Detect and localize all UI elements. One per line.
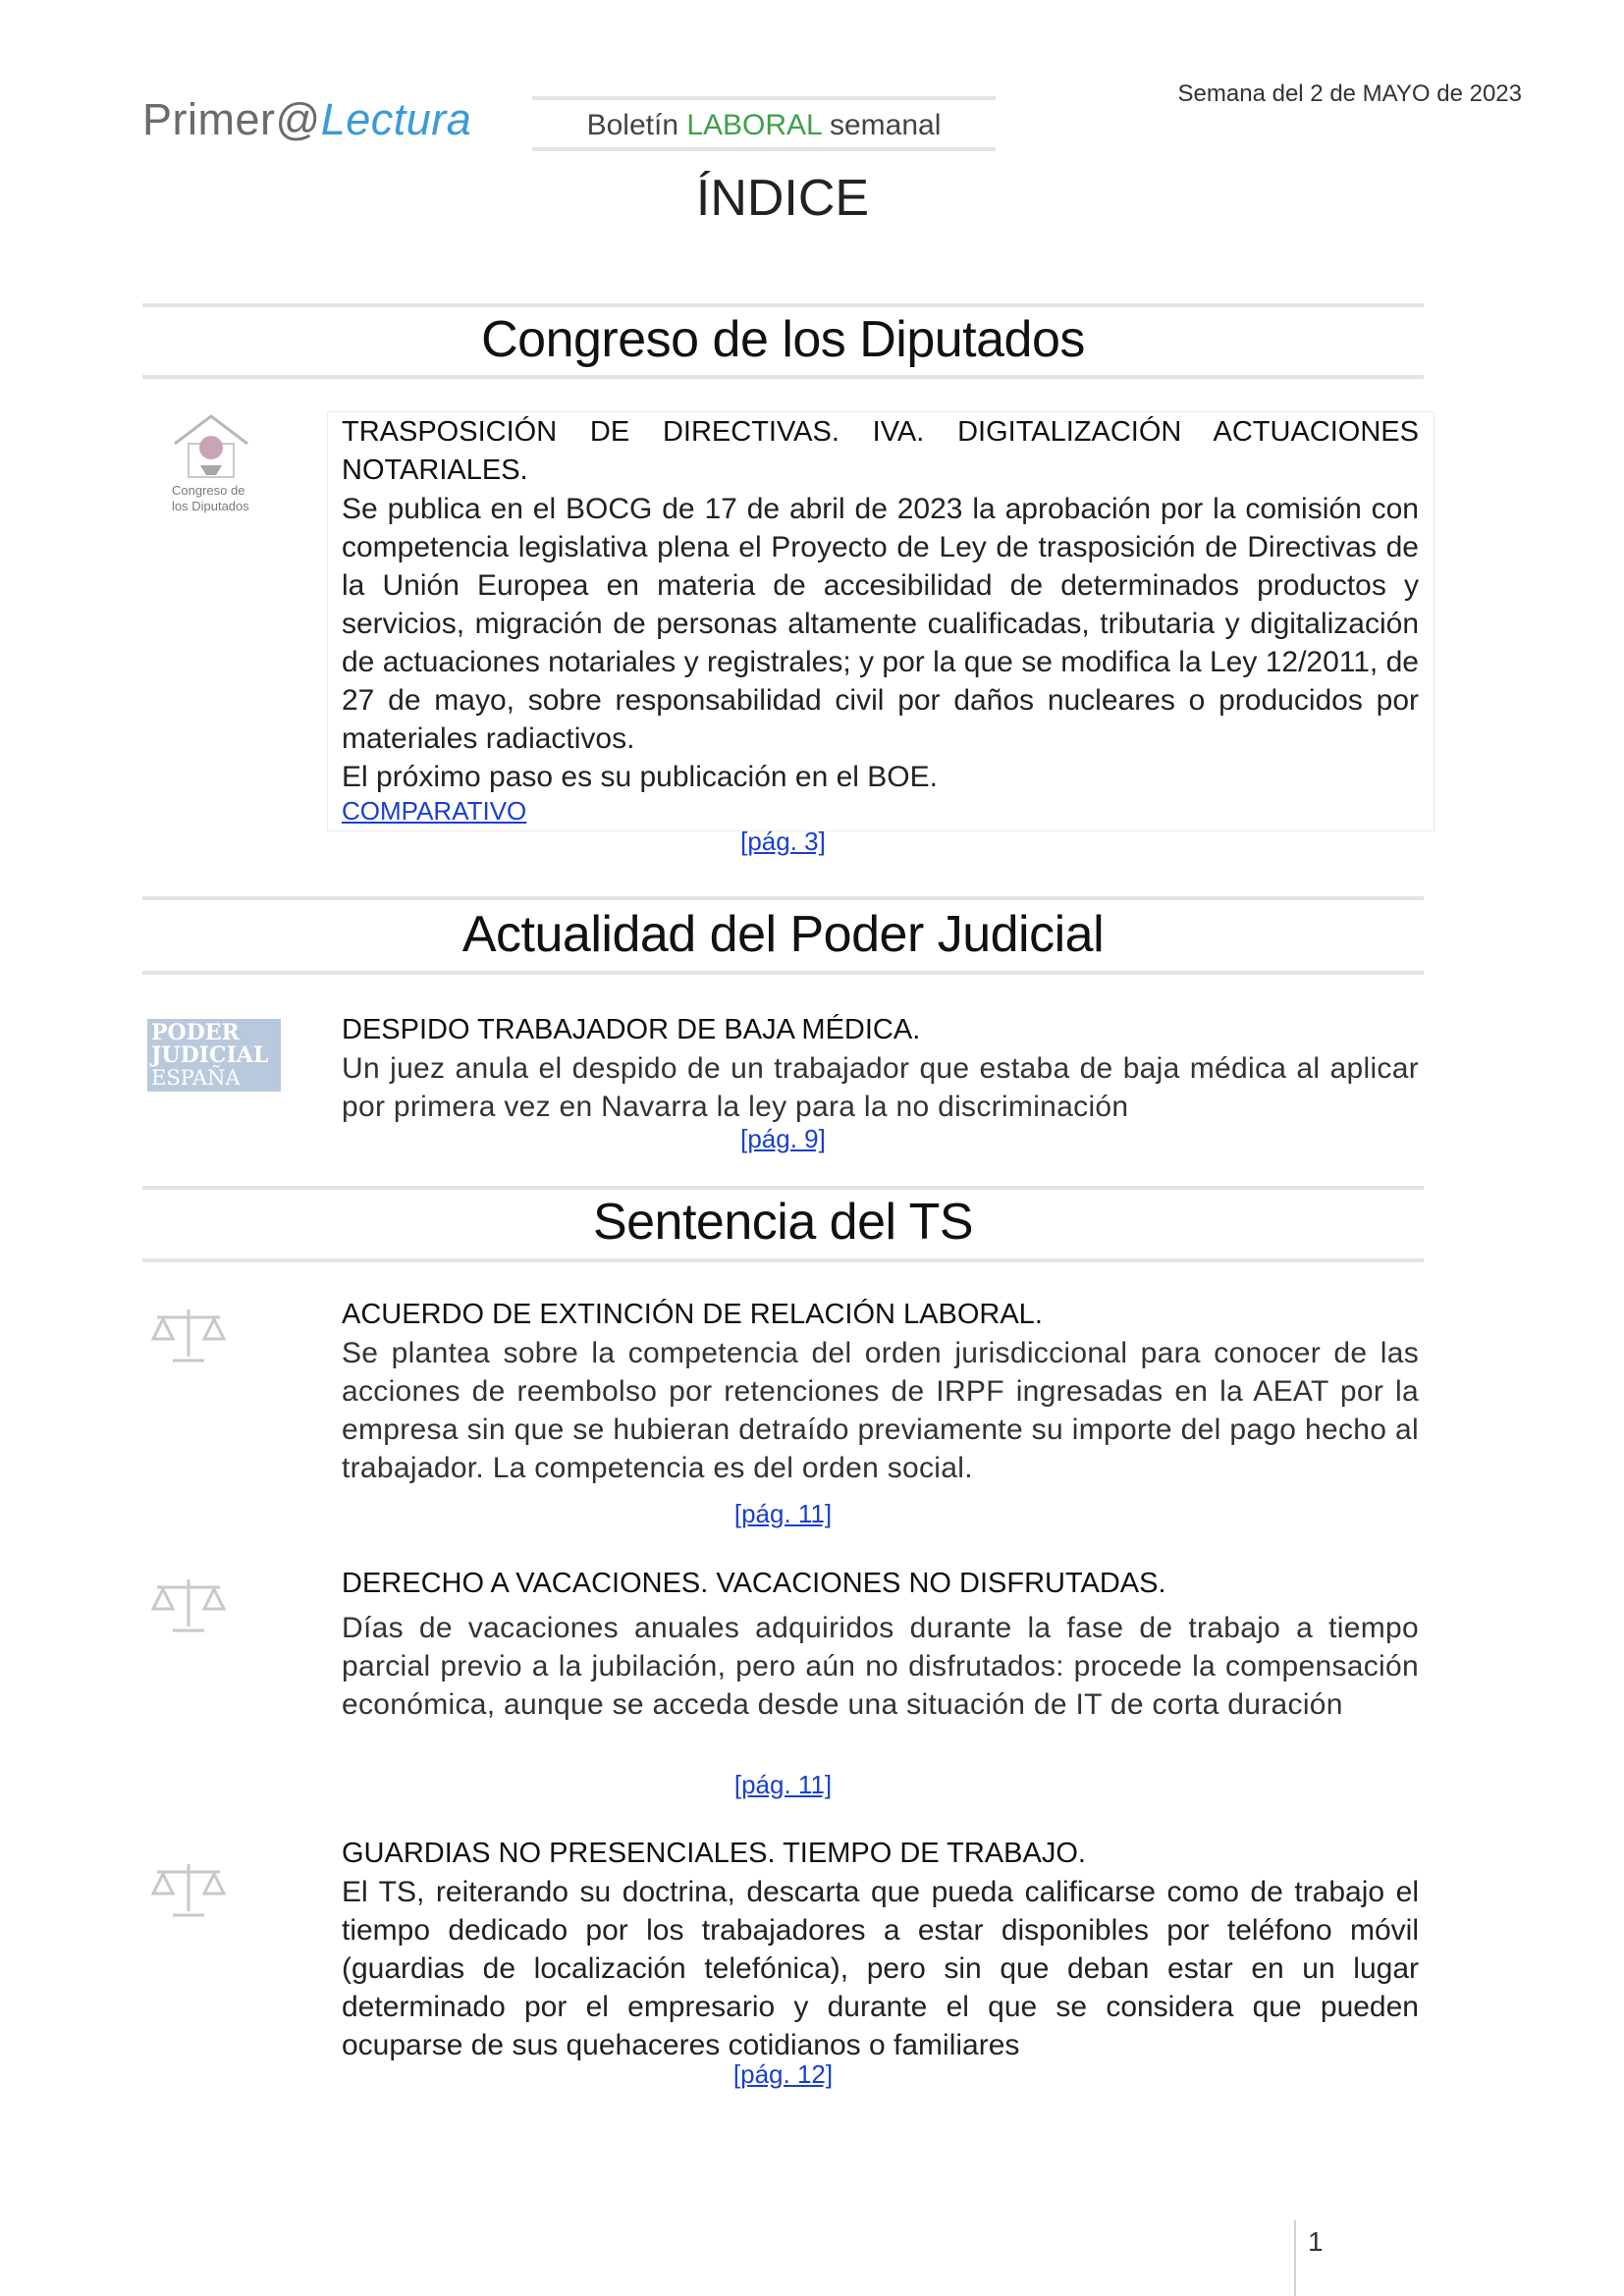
scales-of-justice-icon	[149, 1860, 228, 1919]
page-number: 1	[1308, 2226, 1324, 2257]
entry-title: ACUERDO DE EXTINCIÓN DE RELACIÓN LABORAL.	[342, 1299, 1043, 1330]
entry-body: Un juez anula el despido de un trabajador que estaba de baja médica al aplicar por primera vez en Navarra la ley para la no discriminación	[342, 1052, 1419, 1123]
entry-title: GUARDIAS NO PRESENCIALES. TIEMPO DE TRABAJO.	[342, 1838, 1086, 1869]
section-title-poder-judicial: Actualidad del Poder Judicial	[461, 906, 1105, 963]
comparativo-link[interactable]: COMPARATIVO	[342, 796, 527, 826]
entry-title: TRASPOSICIÓN DE DIRECTIVAS. IVA. DIGITALIZACIÓN ACTUACIONES NOTARIALES.	[342, 416, 1419, 486]
congreso-logo-icon: Congreso de los Diputados	[167, 410, 255, 518]
section-divider	[142, 375, 1424, 379]
entry-trasposicion	[342, 413, 1419, 827]
page-title: ÍNDICE	[695, 170, 870, 227]
page-number-divider	[1294, 2220, 1296, 2296]
section-divider	[142, 971, 1424, 975]
section-divider	[142, 303, 1424, 307]
section-divider	[142, 1258, 1424, 1262]
entry-body: Se publica en el BOCG de 17 de abril de 2023 la aprobación por la comisión con competencia legislativa plena el Proyecto de Ley de trasposición de Directivas de la Unión Europea en materia de accesibilidad de determinados productos y servicios, migración de personas altamente cualificadas, tributaria y digitalización de actuaciones notariales y registrales; y por la que se modifica la Ley 12/2011, de 27 de mayo, sobre responsabilidad civil por daños nucleares o producidos por materiales radiactivos.	[342, 493, 1419, 755]
week-date: Semana del 2 de MAYO de 2023	[1177, 80, 1522, 107]
section-title-sentencia-ts: Sentencia del TS	[592, 1194, 974, 1251]
page-ref-link[interactable]: [pág. 11]	[733, 1770, 833, 1799]
scales-of-justice-icon	[149, 1306, 228, 1364]
scales-of-justice-icon	[149, 1575, 228, 1634]
entry-body: Días de vacaciones anuales adquiridos durante la fase de trabajo a tiempo parcial previo a la jubilación, pero aún no disfrutados: procede la compensación económica, aunque se acceda desde una situación de IT de corta duración	[342, 1612, 1419, 1721]
bulletin-title: Boletín LABORAL semanal	[532, 96, 996, 151]
page-ref-link[interactable]: [pág. 12]	[732, 2059, 834, 2089]
entry-guardias	[342, 1835, 1419, 2064]
entry-vacaciones	[342, 1565, 1419, 1724]
entry-title: DESPIDO TRABAJADOR DE BAJA MÉDICA.	[342, 1014, 921, 1045]
page-ref-link[interactable]: [pág. 9]	[740, 1124, 826, 1153]
entry-body: El TS, reiterando su doctrina, descarta que pueda calificarse como de trabajo el tiempo dedicado por los trabajadores a estar disponibles por teléfono móvil (guardias de localización telefónica), pero sin que deban estar en un lugar determinado por el empresario y durante el que se considera que pueden ocuparse de sus quehaceres cotidianos o familiares	[342, 1876, 1419, 2061]
entry-body-next-step: El próximo paso es su publicación en el BOE.	[342, 761, 938, 793]
entry-despido	[342, 1011, 1419, 1126]
entry-body: Se plantea sobre la competencia del orden jurisdiccional para conocer de las acciones de reembolso por retenciones de IRPF ingresadas en la AEAT por la empresa sin que se hubieran detraído previamente su importe del pago hecho al trabajador. La competencia es del orden social.	[342, 1337, 1419, 1484]
section-divider	[142, 896, 1424, 900]
entry-title: DERECHO A VACACIONES. VACACIONES NO DISFRUTADAS.	[342, 1568, 1166, 1599]
poder-judicial-logo: PODER JUDICIAL ESPAÑA	[147, 1019, 281, 1092]
section-title-congreso: Congreso de los Diputados	[481, 311, 1085, 368]
page-ref-link[interactable]: [pág. 11]	[733, 1499, 833, 1528]
page-ref-link[interactable]: [pág. 3]	[740, 827, 826, 856]
section-divider	[142, 1186, 1424, 1190]
entry-extincion	[342, 1296, 1419, 1487]
primera-lectura-logo: Primer@Lectura	[142, 94, 472, 144]
